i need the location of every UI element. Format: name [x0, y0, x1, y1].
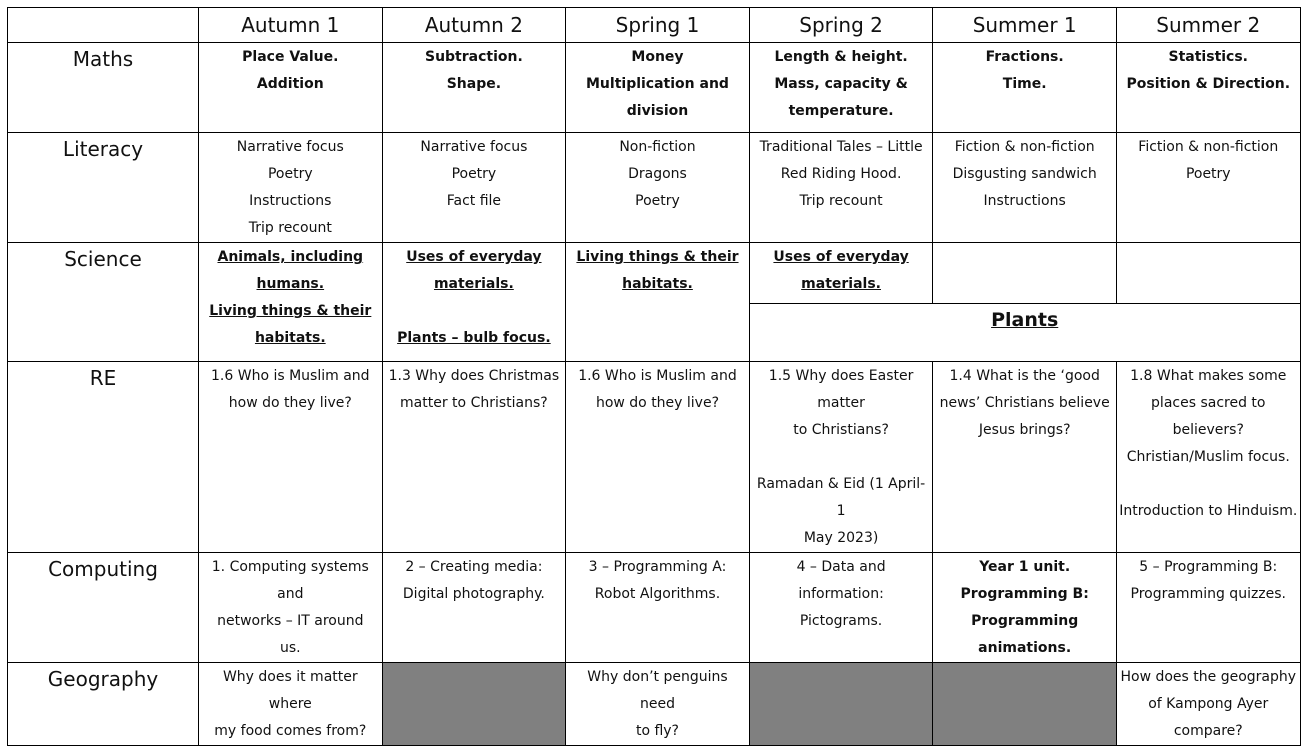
maths-spring-2	[749, 43, 933, 133]
science-autumn-1-line: Living things & their	[209, 303, 372, 319]
science-autumn-2-line: Plants – bulb focus.	[397, 330, 551, 346]
computing-summer-1-line: Programming	[971, 613, 1079, 629]
literacy-summer-2-line: Fiction & non-fiction	[1138, 139, 1279, 155]
literacy-autumn-2-line: Narrative focus	[420, 139, 528, 155]
re-summer-2-line: Christian/Muslim focus.	[1126, 449, 1290, 465]
computing-summer-1-line: Year 1 unit.	[979, 559, 1071, 575]
maths-autumn-2-line: Subtraction.	[424, 49, 523, 65]
plants-arrow-right-head	[1273, 316, 1282, 324]
re-autumn-1-line: 1.6 Who is Muslim and	[211, 368, 370, 384]
computing-spring-1	[566, 553, 750, 663]
geography-autumn-1-line: my food comes from?	[214, 723, 367, 739]
computing-autumn-2-line: 2 – Creating media:	[405, 559, 543, 575]
science-autumn-1-line: humans.	[256, 276, 325, 292]
literacy-spring-2-line: Trip recount	[799, 193, 883, 209]
re-spring-2-line: 1.5 Why does Easter matter	[768, 368, 914, 411]
maths-summer-2-line: Statistics.	[1168, 49, 1249, 65]
literacy-spring-2-line: Traditional Tales – Little	[759, 139, 923, 155]
geography-autumn-2-shaded	[382, 663, 566, 746]
maths-autumn-2	[382, 43, 566, 133]
maths-spring-2-line: Length & height.	[774, 49, 908, 65]
re-autumn-2-line: 1.3 Why does Christmas	[388, 368, 560, 384]
header-summer-1: Summer 1	[933, 8, 1117, 43]
re-autumn-2-line: matter to Christians?	[400, 395, 548, 411]
computing-autumn-2	[382, 553, 566, 663]
computing-spring-2-line: Pictograms.	[799, 613, 883, 629]
re-spring-2	[749, 362, 933, 553]
literacy-summer-2-line: Poetry	[1185, 166, 1231, 182]
maths-spring-2-line: temperature.	[788, 103, 894, 119]
computing-spring-2-line: 4 – Data and information:	[796, 559, 886, 602]
maths-autumn-1	[199, 43, 383, 133]
computing-summer-1	[933, 553, 1117, 663]
literacy-spring-2-line: Red Riding Hood.	[780, 166, 902, 182]
geography-summer-2-line: of Kampong Ayer	[1148, 696, 1269, 712]
computing-summer-1-line: animations.	[978, 640, 1072, 656]
header-spring-1: Spring 1	[566, 8, 750, 43]
geography-summer-2-line: compare?	[1173, 723, 1243, 739]
geography-spring-1-line: Why don’t penguins need	[587, 669, 728, 712]
re-summer-2-line: Introduction to Hinduism.	[1119, 503, 1298, 519]
science-spring-1-line: Living things & their	[576, 249, 739, 265]
geography-summer-1-shaded	[933, 663, 1117, 746]
science-spring-2	[749, 243, 933, 304]
subject-literacy: Literacy	[8, 133, 199, 243]
re-spring-2-line: Ramadan & Eid (1 April- 1	[756, 476, 926, 519]
literacy-autumn-1-line: Narrative focus	[236, 139, 344, 155]
literacy-summer-2	[1116, 133, 1300, 243]
plants-arrow-left-head	[768, 316, 777, 324]
geography-row	[8, 663, 1301, 746]
literacy-summer-1	[933, 133, 1117, 243]
maths-spring-2-line: Mass, capacity &	[774, 76, 908, 92]
geography-spring-2-shaded	[749, 663, 933, 746]
re-autumn-1-line: how do they live?	[228, 395, 352, 411]
corner-cell	[8, 8, 199, 43]
subject-science: Science	[8, 243, 199, 362]
maths-row	[8, 43, 1301, 133]
maths-spring-1	[566, 43, 750, 133]
geography-autumn-1	[199, 663, 383, 746]
header-autumn-1: Autumn 1	[199, 8, 383, 43]
literacy-autumn-1-line: Poetry	[267, 166, 313, 182]
re-autumn-1	[199, 362, 383, 553]
plants-label: Plants	[975, 305, 1074, 335]
computing-row	[8, 553, 1301, 663]
re-summer-1-line: 1.4 What is the ‘good	[949, 368, 1100, 384]
science-summer-1	[933, 243, 1117, 304]
computing-autumn-1	[199, 553, 383, 663]
computing-summer-2	[1116, 553, 1300, 663]
maths-summer-1-line: Time.	[1002, 76, 1047, 92]
literacy-autumn-2	[382, 133, 566, 243]
science-autumn-2-line: materials.	[433, 276, 514, 292]
literacy-autumn-2-line: Fact file	[446, 193, 502, 209]
header-row	[8, 8, 1301, 43]
computing-autumn-2-line: Digital photography.	[402, 586, 545, 602]
spacer	[1119, 471, 1298, 498]
geography-spring-1	[566, 663, 750, 746]
subject-maths: Maths	[8, 43, 199, 133]
maths-autumn-1-line: Addition	[256, 76, 324, 92]
literacy-row	[8, 133, 1301, 243]
literacy-spring-1-line: Poetry	[635, 193, 680, 209]
science-spring-1-line: habitats.	[622, 276, 693, 292]
literacy-autumn-1-line: Instructions	[249, 193, 332, 209]
maths-summer-2	[1116, 43, 1300, 133]
re-spring-2-line: to Christians?	[793, 422, 889, 438]
plants-arrow-wrap	[752, 305, 1298, 361]
computing-autumn-1-line: us.	[279, 640, 301, 656]
header-autumn-2: Autumn 2	[382, 8, 566, 43]
science-autumn-1-line: habitats.	[254, 330, 326, 346]
science-row	[8, 243, 1301, 304]
science-autumn-1	[199, 243, 383, 362]
science-autumn-1-line: Animals, including	[217, 249, 364, 265]
geography-autumn-1-line: Why does it matter where	[222, 669, 358, 712]
re-spring-1-line: 1.6 Who is Muslim and	[578, 368, 737, 384]
literacy-spring-1-line: Dragons	[628, 166, 687, 182]
computing-summer-2-line: Programming quizzes.	[1130, 586, 1287, 602]
maths-summer-2-line: Position & Direction.	[1126, 76, 1291, 92]
computing-spring-2	[749, 553, 933, 663]
science-spring-1	[566, 243, 750, 362]
maths-summer-1-line: Fractions.	[985, 49, 1064, 65]
maths-autumn-2-line: Shape.	[446, 76, 502, 92]
re-summer-1	[933, 362, 1117, 553]
re-row	[8, 362, 1301, 553]
re-summer-2-line: 1.8 What makes some	[1130, 368, 1287, 384]
computing-spring-1-line: 3 – Programming A:	[588, 559, 727, 575]
curriculum-table	[7, 7, 1301, 746]
subject-re: RE	[8, 362, 199, 553]
subject-geography: Geography	[8, 663, 199, 746]
science-spring-2-line: Uses of everyday	[773, 249, 909, 265]
subject-computing: Computing	[8, 553, 199, 663]
re-summer-2-line: believers?	[1172, 422, 1244, 438]
re-spring-1-line: how do they live?	[595, 395, 720, 411]
literacy-spring-1-line: Non-fiction	[619, 139, 696, 155]
computing-summer-1-line: Programming B:	[960, 586, 1089, 602]
geography-spring-1-line: to fly?	[635, 723, 679, 739]
geography-summer-2-line: How does the geography	[1120, 669, 1297, 685]
science-spring-2-line: materials.	[801, 276, 881, 292]
literacy-autumn-1-line: Trip recount	[248, 220, 332, 236]
maths-autumn-1-line: Place Value.	[242, 49, 339, 65]
literacy-spring-2	[749, 133, 933, 243]
science-autumn-2-line: Uses of everyday	[406, 249, 542, 265]
spacer	[385, 298, 564, 325]
literacy-spring-1	[566, 133, 750, 243]
spacer	[752, 444, 931, 471]
re-summer-2-line: places sacred to	[1151, 395, 1266, 411]
geography-summer-2	[1116, 663, 1300, 746]
computing-summer-2-line: 5 – Programming B:	[1139, 559, 1278, 575]
computing-autumn-1-line: 1. Computing systems and	[211, 559, 369, 602]
re-summer-2	[1116, 362, 1300, 553]
computing-autumn-1-line: networks – IT around	[217, 613, 364, 629]
re-spring-2-line: May 2023)	[803, 530, 879, 546]
maths-summer-1	[933, 43, 1117, 133]
literacy-autumn-1	[199, 133, 383, 243]
literacy-summer-1-line: Disgusting sandwich	[952, 166, 1097, 182]
literacy-summer-1-line: Instructions	[983, 193, 1066, 209]
maths-spring-1-line: Multiplication and	[586, 76, 729, 92]
science-summer-2	[1116, 243, 1300, 304]
literacy-autumn-2-line: Poetry	[451, 166, 497, 182]
literacy-summer-1-line: Fiction & non-fiction	[954, 139, 1095, 155]
header-summer-2: Summer 2	[1116, 8, 1300, 43]
re-spring-1	[566, 362, 750, 553]
re-summer-1-line: Jesus brings?	[978, 422, 1071, 438]
maths-spring-1-line: Money	[631, 49, 684, 65]
science-plants-span	[749, 304, 1300, 362]
maths-spring-1-line: division	[626, 103, 689, 119]
header-spring-2: Spring 2	[749, 8, 933, 43]
science-autumn-2	[382, 243, 566, 362]
re-summer-1-line: news’ Christians believe	[939, 395, 1110, 411]
computing-spring-1-line: Robot Algorithms.	[594, 586, 721, 602]
re-autumn-2	[382, 362, 566, 553]
